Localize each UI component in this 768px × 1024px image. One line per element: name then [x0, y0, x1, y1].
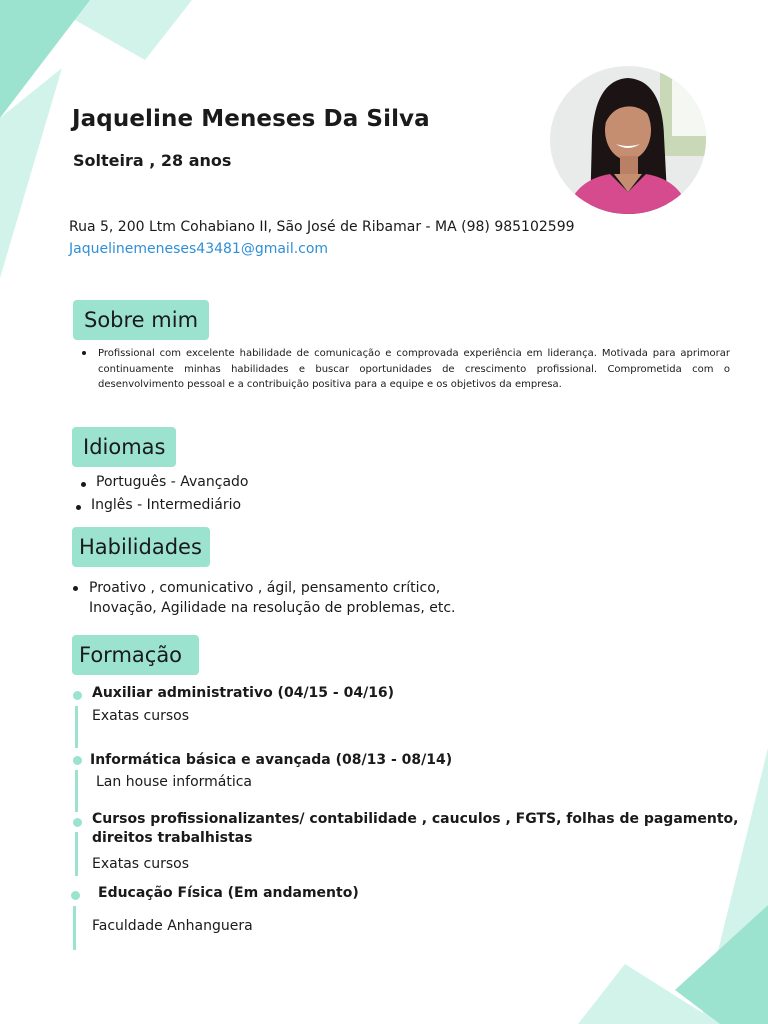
- language-item: Inglês - Intermediário: [91, 497, 242, 513]
- about-text: Profissional com excelente habilidade de comunicação e comprovada experiência em liderança. Motivada para aprimorar continuamente minhas habilidades e buscar oportunidades de crescimento profissional. Comprometida com o desenvolvimento pessoal e a contribuição positiva para a equipe e os objetivos da empresa.: [82, 346, 730, 393]
- timeline-line: [75, 832, 78, 876]
- timeline-line: [75, 706, 78, 748]
- candidate-subtitle: Solteira , 28 anos: [73, 151, 232, 170]
- skills-line-1: Proativo , comunicativo , ágil, pensamento crítico,: [89, 580, 441, 596]
- email-link[interactable]: Jaquelinemeneses43481@gmail.com: [69, 241, 329, 257]
- education-title: [92, 810, 738, 848]
- section-heading-sobre-mim: Sobre mim: [73, 300, 209, 340]
- education-title-line-2: direitos trabalhistas: [92, 830, 253, 846]
- timeline-dot: [73, 818, 82, 827]
- education-title: Informática básica e avançada (08/13 - 08/14): [90, 752, 453, 768]
- education-institution: Exatas cursos: [92, 708, 190, 724]
- about-list: [82, 346, 730, 393]
- section-heading-formacao: Formação: [72, 635, 199, 675]
- education-title: Educação Física (Em andamento): [98, 885, 359, 901]
- education-institution: Faculdade Anhanguera: [92, 918, 253, 934]
- candidate-name: Jaqueline Meneses Da Silva: [72, 106, 430, 132]
- timeline-dot: [73, 756, 82, 765]
- contact-address: Rua 5, 200 Ltm Cohabiano II, São José de Ribamar - MA (98) 985102599: [69, 219, 575, 235]
- timeline-line: [73, 906, 76, 950]
- profile-photo: [550, 66, 706, 214]
- timeline-line: [75, 770, 78, 812]
- section-heading-habilidades: Habilidades: [72, 527, 210, 567]
- education-institution: Exatas cursos: [92, 856, 190, 872]
- language-item: Português - Avançado: [96, 474, 249, 490]
- education-institution: Lan house informática: [96, 774, 253, 790]
- education-title: Auxiliar administrativo (04/15 - 04/16): [92, 685, 395, 701]
- skills-line-2: Inovação, Agilidade na resolução de problemas, etc.: [89, 600, 456, 616]
- timeline-dot: [71, 891, 80, 900]
- section-heading-idiomas: Idiomas: [72, 427, 176, 467]
- education-title-line-1: Cursos profissionalizantes/ contabilidade , cauculos , FGTS, folhas de pagamento,: [92, 811, 739, 827]
- timeline-dot: [73, 691, 82, 700]
- skills-text: [89, 578, 456, 618]
